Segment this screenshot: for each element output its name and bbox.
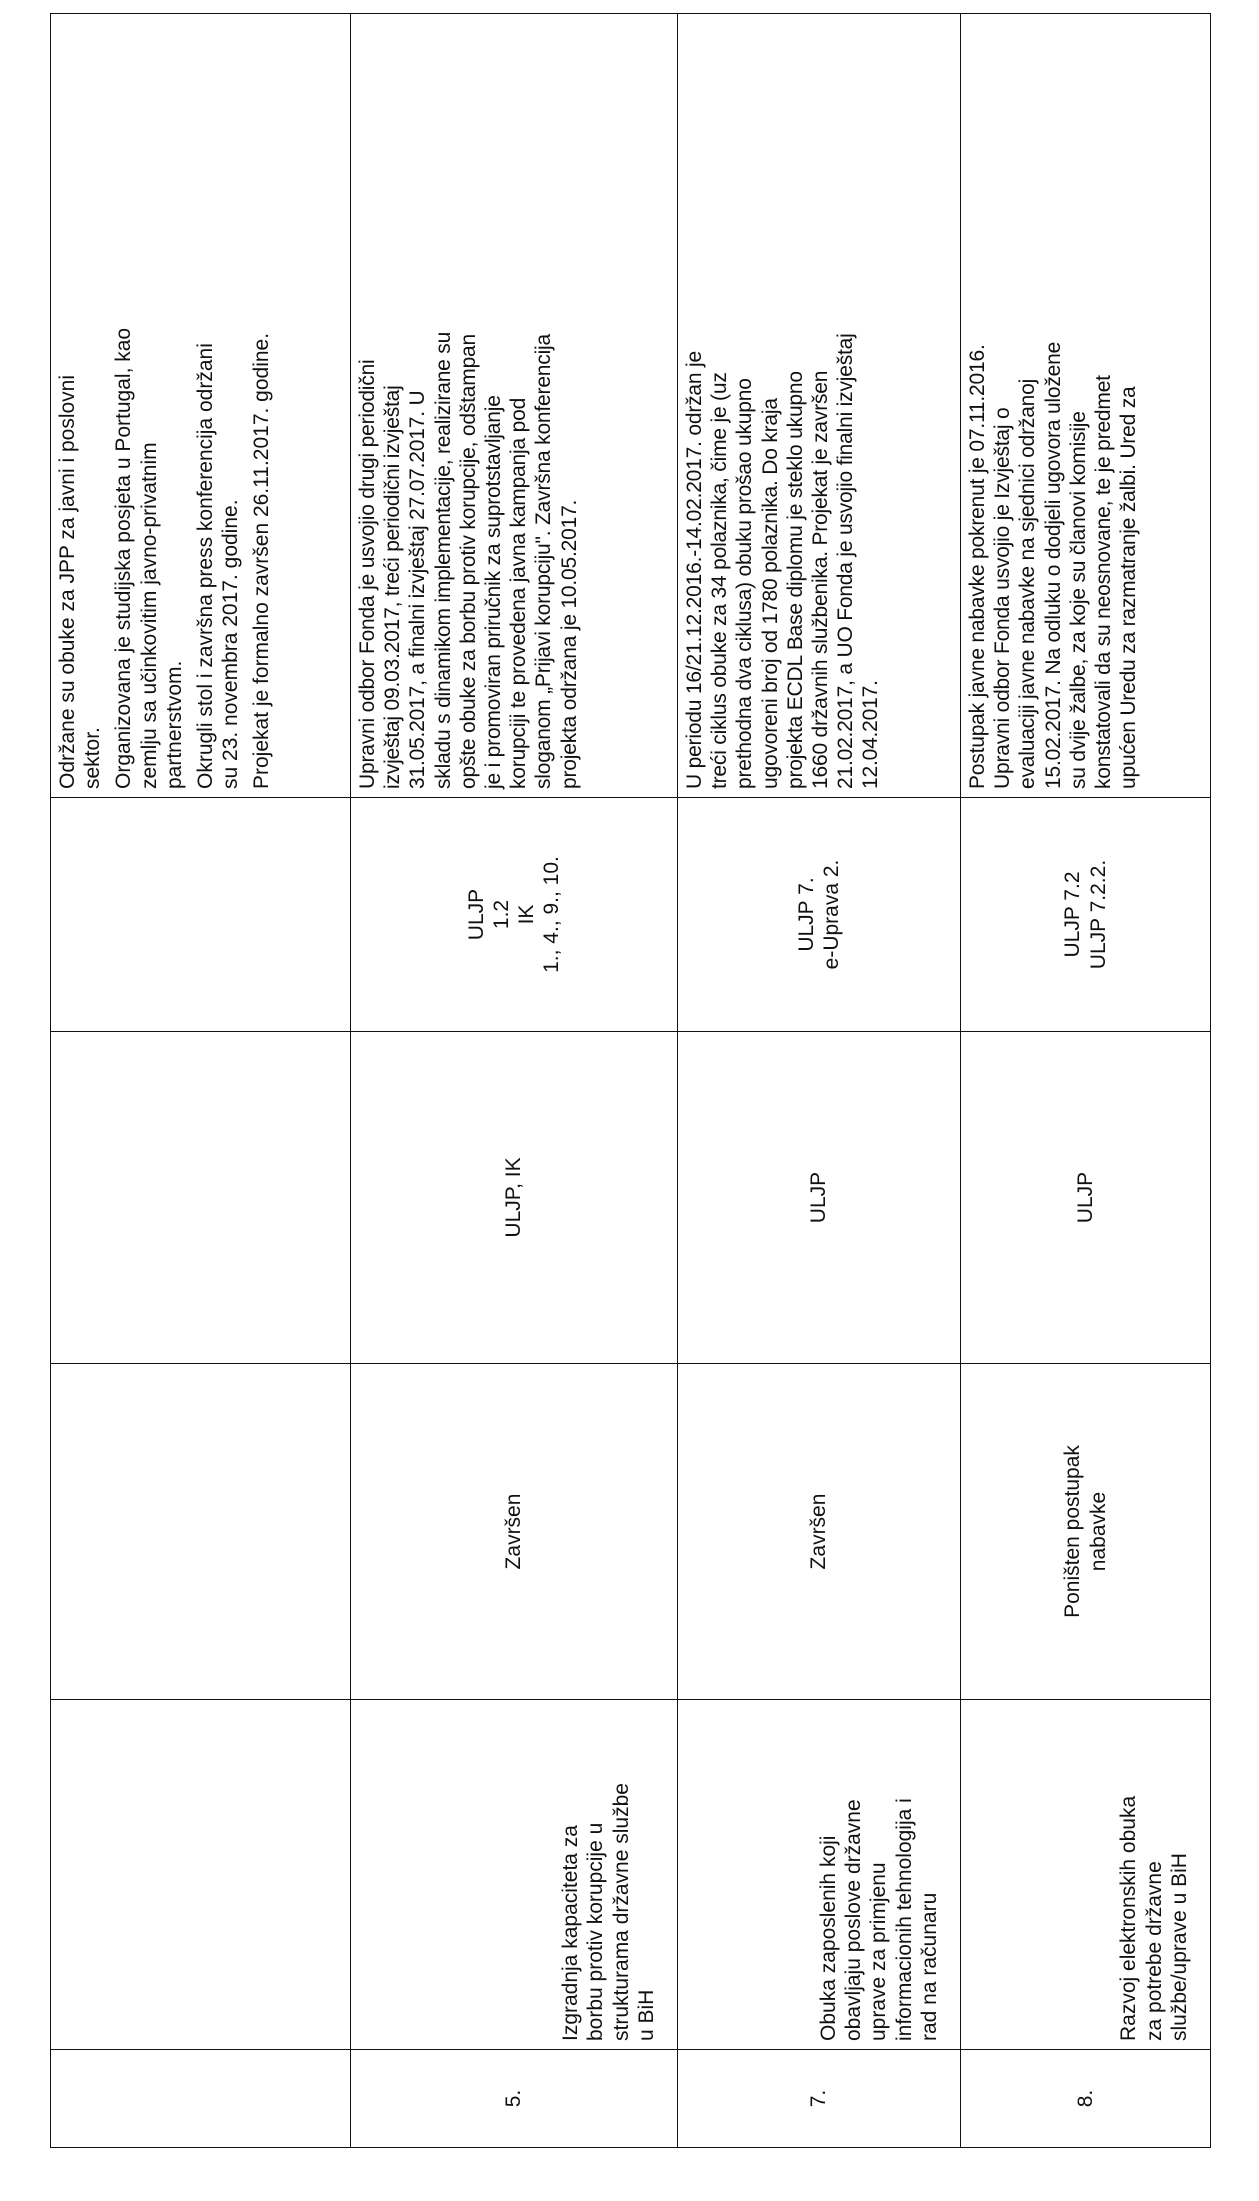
responsible-text: ULJP, IK (502, 1157, 526, 1238)
row-number: 8. (1073, 2089, 1097, 2108)
status-cell (678, 1364, 961, 1700)
text-line: informacionih tehnologija i (892, 1798, 916, 2041)
description-cell (51, 14, 351, 798)
text-line: projekta održana je 10.05.2017. (557, 499, 581, 789)
text-line: korupciji te provedena javna kampanja pod (507, 397, 531, 789)
text-line: prethodna dva ciklusa) obuku prošao ukupno (733, 378, 757, 789)
description-paragraph (249, 22, 274, 789)
text-line: evaluaciji javne nabavke na sjednici održanoj (1016, 378, 1040, 789)
description-cell (961, 14, 1211, 798)
project-name-cell (351, 1700, 678, 2050)
description-paragraph (111, 22, 187, 789)
text-line: rad na računaru (917, 1892, 941, 2041)
status-cell (961, 1364, 1211, 1700)
text-line: sektor. (81, 727, 105, 789)
text-line: Izgradnja kapaciteta za (559, 1825, 583, 2041)
table-row (51, 14, 351, 2148)
text-line: projekta ECDL Base diplomu je steklo ukupno (783, 371, 807, 789)
row-number-cell (51, 2050, 351, 2148)
text-line: 12.04.2017. (859, 680, 883, 789)
description-paragraph (193, 22, 243, 789)
text-line: Upravni odbor Fonda usvojio je Izvještaj o (991, 407, 1015, 789)
text-line: ULJP 7.2.2. (1086, 859, 1110, 970)
responsible-cell (51, 1032, 351, 1364)
reference-cell (961, 798, 1211, 1032)
text-line: borbu protiv korupcije u (584, 1822, 608, 2041)
text-line: su 23. novembra 2017. godine. (219, 499, 243, 789)
project-name-cell (961, 1700, 1211, 2050)
status-text: nabavke (1086, 1491, 1110, 1572)
project-name-cell (51, 1700, 351, 2050)
description-paragraph (55, 22, 105, 789)
text-line: IK (515, 904, 538, 925)
text-line: su dvije žalbe, za koje su članovi komisije (1066, 411, 1090, 789)
responsible-cell (961, 1032, 1211, 1364)
text-line: treći ciklus obuke za 34 polaznika, čime je (uz (708, 372, 732, 789)
text-line: je i promoviran priručnik za suprotstavljanje (481, 395, 505, 789)
text-line: opšte obuke za borbu protiv korupcije, odštampan (456, 333, 480, 789)
text-line: upućen Uredu za razmatranje žalbi. Ured za (1117, 386, 1141, 789)
text-line: Projekat je formalno završen 26.11.2017. godine. (250, 332, 274, 789)
text-line: 1.2 (489, 899, 513, 930)
text-line: Postupak javne nabavke pokrenut je 07.11.2016. (966, 344, 989, 789)
text-line: Organizovana je studijska posjeta u Portugal, kao (112, 327, 136, 789)
text-line: ULJP 7. (794, 877, 818, 952)
text-line: u BiH (634, 1989, 658, 2041)
row-number-cell (351, 2050, 678, 2148)
text-line: Održane su obuke za JPP za javni i poslovni (56, 374, 79, 789)
table-row (351, 14, 678, 2148)
row-number-cell (961, 2050, 1211, 2148)
reference-cell (678, 798, 961, 1032)
text-line: službe/uprave u BiH (1167, 1853, 1191, 2041)
text-line: ULJP 7.2 (1061, 871, 1085, 958)
description-cell (351, 14, 678, 798)
reference-cell (351, 798, 678, 1032)
responsible-text: ULJP (807, 1171, 831, 1224)
text-line: ULJP (464, 888, 488, 941)
responsible-text: ULJP (1073, 1171, 1097, 1224)
text-line: partnerstvom. (162, 660, 186, 789)
project-name-cell (678, 1700, 961, 2050)
text-line: Upravni odbor Fonda je usvojio drugi periodični (356, 359, 379, 789)
text-line: e-Uprava 2. (820, 859, 843, 970)
text-line: zemlju sa učinkovitim javno-privatnim (137, 442, 161, 789)
text-line: izvještaj 09.03.2017, treći periodični izvještaj (381, 385, 405, 789)
text-line: konstatovali da su neosnovane, te je predmet (1091, 375, 1115, 789)
text-line: 1660 državnih službenika. Projekat je završen (808, 370, 832, 789)
status-text: Završen (502, 1493, 526, 1570)
responsible-cell (351, 1032, 678, 1364)
text-line: 15.02.2017. Na odluku o dodjeli ugovora uložene (1041, 341, 1065, 789)
table-row (678, 14, 961, 2148)
text-line: 1., 4., 9., 10. (540, 856, 564, 973)
reference-cell (51, 798, 351, 1032)
table-body (51, 14, 1211, 2148)
description-cell (678, 14, 961, 798)
status-cell (351, 1364, 678, 1700)
table-row (961, 14, 1211, 2148)
text-line: ugovoreni broj od 1780 polaznika. Do kraja (758, 398, 782, 789)
status-cell (51, 1364, 351, 1700)
text-line: uprave za primjenu (867, 1862, 891, 2041)
rotated-table-wrapper (50, 14, 1210, 2148)
responsible-cell (678, 1032, 961, 1364)
row-number: 7. (807, 2089, 831, 2108)
text-line: obavljaju poslove državne (842, 1799, 866, 2041)
text-line: 21.02.2017, a UO Fonda je usvojio finalni izvještaj (834, 333, 858, 789)
project-status-table (50, 13, 1211, 2148)
status-text: Završen (807, 1493, 831, 1570)
row-number-cell (678, 2050, 961, 2148)
text-line: U periodu 16/21.12.2016.-14.02.2017. održan je (683, 351, 706, 789)
status-text: Poništen postupak (1061, 1445, 1085, 1618)
text-line: skladu s dinamikom implementacije, realizirane su (431, 331, 455, 789)
text-line: 31.05.2017, a finalni izvještaj 27.07.2017. U (406, 390, 430, 789)
text-line: sloganom „Prijavi korupciju". Završna konferencija (532, 334, 556, 789)
text-line: Obuka zaposlenih koji (817, 1835, 841, 2041)
row-number: 5. (502, 2089, 526, 2108)
text-line: strukturama državne službe (609, 1783, 633, 2041)
text-line: Okrugli stol i završna press konferencija održani (193, 343, 217, 789)
text-line: za potrebe državne (1142, 1861, 1166, 2041)
text-line: Razvoj elektronskih obuka (1117, 1795, 1141, 2041)
